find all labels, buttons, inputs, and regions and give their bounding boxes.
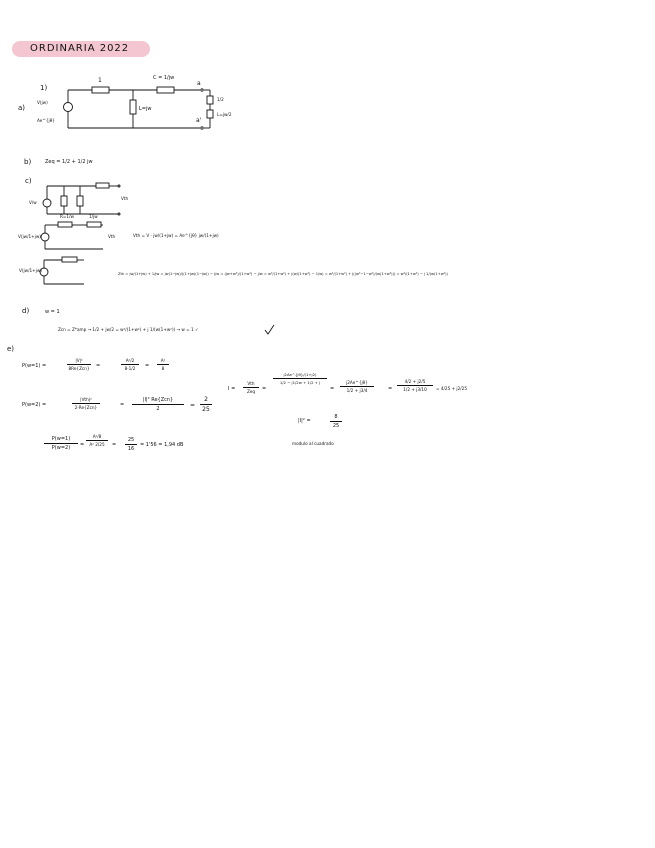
thevenin-circuit-3: [40, 257, 84, 284]
part-b-label: b): [24, 158, 32, 166]
thevenin-circuit-1: [43, 183, 120, 215]
ratio-fraction: P(w=1) P(w=2): [44, 436, 78, 451]
current-result-fraction: 4/2 + j2/5 1/2 + j3/10: [397, 379, 433, 392]
p2-result-fraction: 2 25: [200, 396, 212, 413]
ratio-value: = 1'56 = 1,94 dB: [140, 442, 184, 448]
load-resistor-label: 1/2: [217, 97, 224, 102]
part-d-label: d): [22, 307, 30, 315]
source-label-c2: V(jw/1+jw): [18, 234, 41, 239]
p1-lhs: P(w=1) =: [22, 363, 47, 369]
vth-label-2: Vth: [108, 234, 116, 239]
ratio-result-fraction: 25 16: [125, 437, 137, 452]
equals-sign: =: [145, 363, 150, 369]
current-middle-fraction-2: j2Ae^{jθ} 1/2 + j3/4: [340, 380, 374, 393]
checkmark-icon: [265, 325, 274, 334]
part-a-label: a): [18, 104, 26, 112]
equals-sign: =: [96, 363, 101, 369]
current-magnitude-lhs: |I|² =: [298, 418, 311, 424]
equals-sign: =: [262, 386, 267, 392]
equals-sign: =: [112, 442, 117, 448]
p2-middle-fraction: |I|² Re{Zcn} 2: [132, 397, 184, 412]
element-label-1: R=1/w: [60, 214, 74, 219]
ratio-middle-fraction: A²/8 A² 2/25: [86, 434, 108, 447]
source-phasor: Ae^{jθ}: [37, 118, 55, 123]
current-value: = 4/25 + j2/25: [436, 386, 467, 391]
modulus-note: modulo al cuadrado: [292, 441, 334, 446]
load-inductor-label: L=jw/2: [217, 112, 232, 117]
p2-lhs: P(w=2) =: [22, 402, 47, 408]
inductor-label: L=jw: [139, 106, 152, 112]
part-e-label: e): [7, 345, 15, 353]
equals-sign: =: [120, 402, 125, 408]
current-lhs: I =: [228, 386, 236, 392]
current-middle-fraction: j2Ae^{jθ}/(1+j2) 1/2 − j1/2w + 1/2 + j: [273, 372, 327, 385]
resistor-label: 1: [98, 77, 102, 84]
source-label-c3: V(jw/1+jw): [19, 268, 42, 273]
p1-middle-fraction: A²/2 8·1/2: [121, 358, 139, 371]
equals-sign: =: [190, 402, 196, 409]
source-label-c1: V/w: [29, 200, 37, 205]
element-label-2: 1/jw: [89, 214, 98, 219]
omega-value: w = 1: [45, 309, 60, 315]
thevenin-circuit-2: [41, 222, 103, 249]
vth-label: Vth: [121, 196, 129, 201]
zeq-equation: Zeq = 1/2 + 1/2 jw: [45, 159, 93, 165]
terminal-a: a: [197, 80, 201, 87]
vth-equation: Vth = V · jw/(1+jw) = Ae^{jθ} jw/(1+jw): [133, 233, 219, 238]
current-magnitude-fraction: 8 25: [330, 414, 342, 429]
part-c-label: c): [25, 177, 32, 185]
p1-fraction: |V|² 8Re{Zcn}: [68, 358, 90, 371]
equals-sign: =: [388, 386, 393, 392]
page-title: ORDINARIA 2022: [30, 43, 130, 54]
problem-number: 1): [40, 84, 48, 92]
p1-result-fraction: A² 8: [157, 358, 169, 371]
terminal-a-prime: a': [196, 117, 202, 124]
source-label: V(jw): [37, 100, 48, 105]
p2-fraction: |Vth|² 2·Re{Zcn}: [72, 397, 100, 410]
equals-sign: =: [80, 442, 85, 448]
zth-equation: Zth = jw/(1+jw) + 1/jw = jw(1−jw)/((1+jw)(1−jw)) − j/w = (jw+w²)/(1+w²) − j/w = w²/(1+w²) + j(w/(1+w²) − 1/w) = w²/(1+w²) + j((w²−1−w²)/(w(1+w²))) = w²/(1+w²) − j 1/(w(1+w²)): [118, 272, 448, 276]
matching-equation: Zcn = Z*amp → 1/2 + jw/2 = w²/(1+w²) + j 1/(w(1+w²)) → w = 1 ✓: [58, 327, 199, 332]
equals-sign: =: [330, 386, 335, 392]
current-fraction: Vth Zeq: [243, 381, 259, 394]
capacitor-label: C = 1/jw: [153, 75, 175, 81]
